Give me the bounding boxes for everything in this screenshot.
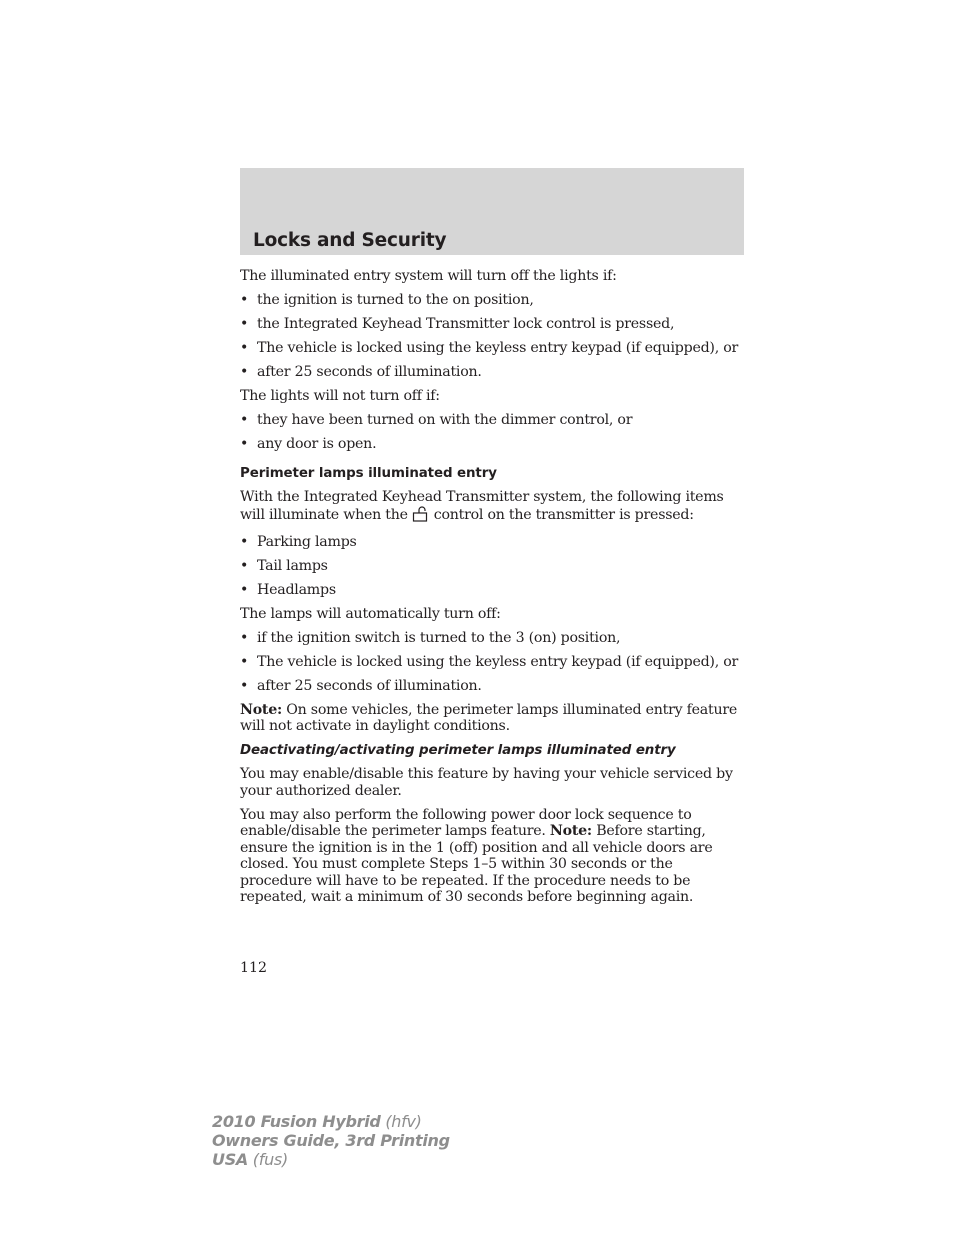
footer-market: USA (212, 1150, 248, 1169)
list-item: • any door is open. (240, 436, 744, 453)
footer-line-1 (212, 1112, 450, 1131)
note-label: Note: (240, 701, 282, 718)
chapter-title: Locks and Security (253, 230, 447, 251)
list-item: • if the ignition switch is turned to the 3 (on) position, (240, 630, 744, 647)
footer-line-3 (212, 1150, 450, 1169)
section2-note (240, 702, 744, 735)
list-item: • after 25 seconds of illumination. (240, 364, 744, 381)
note-text: On some vehicles, the perimeter lamps illuminated entry feature will not activate in daylight conditions. (240, 701, 738, 734)
unlock-icon (412, 506, 428, 527)
list-item: • the ignition is turned to the on position, (240, 292, 744, 309)
list-item: • the Integrated Keyhead Transmitter lock control is pressed, (240, 316, 744, 333)
list-item: • after 25 seconds of illumination. (240, 678, 744, 695)
footer-guide: Owners Guide, 3rd Printing (212, 1131, 450, 1150)
footer-market-code: (fus) (252, 1150, 288, 1169)
list-item: • The vehicle is locked using the keyless entry keypad (if equipped), or (240, 340, 744, 357)
section2-heading: Perimeter lamps illuminated entry (240, 465, 497, 481)
section3-para2-start: You may also perform the following power door lock sequence to enable/disable the perimeter lamps feature. (240, 806, 692, 839)
section1-bullet-list2 (240, 412, 744, 453)
chapter-header-band (240, 168, 744, 255)
note-label: Note: (549, 823, 592, 839)
section2-paragraph (240, 489, 744, 526)
list-item: • Headlamps (240, 582, 744, 599)
section3-paragraph1: You may enable/disable this feature by having your vehicle serviced by your authorized dealer. (240, 766, 733, 799)
list-item: • The vehicle is locked using the keyless entry keypad (if equipped), or (240, 654, 744, 671)
section2-para-start: With the Integrated Keyhead Transmitter system, the following items will illuminate when the (240, 489, 724, 523)
footer-model: 2010 Fusion Hybrid (212, 1112, 381, 1131)
section3-paragraph2 (240, 807, 744, 906)
section2-intro2: The lamps will automatically turn off: (240, 605, 501, 622)
section1-bullet-list (240, 292, 744, 381)
section2-bullet-list (240, 534, 744, 599)
list-item: • Tail lamps (240, 558, 744, 575)
page-content (240, 268, 744, 913)
document-footer (212, 1112, 450, 1169)
list-item: • they have been turned on with the dimmer control, or (240, 412, 744, 429)
section3-heading: Deactivating/activating perimeter lamps illuminated entry (240, 742, 676, 758)
section2-para-end: control on the transmitter is pressed: (433, 506, 694, 523)
list-item: • Parking lamps (240, 534, 744, 551)
section3-para2-end: Before starting, ensure the ignition is in the 1 (off) position and all vehicle doors are closed. You must complete Steps 1–5 within 30 seconds or the procedure will have to be repeated. If the procedure needs to be repeated, wait a minimum of 30 seconds before beginning again. (240, 823, 713, 905)
section1-intro2: The lights will not turn off if: (240, 388, 440, 404)
page-number: 112 (240, 960, 268, 976)
footer-model-code: (hfv) (385, 1112, 422, 1131)
section2-bullet-list2 (240, 630, 744, 695)
section1-intro: The illuminated entry system will turn off the lights if: (240, 268, 617, 284)
footer-line-2 (212, 1131, 450, 1150)
